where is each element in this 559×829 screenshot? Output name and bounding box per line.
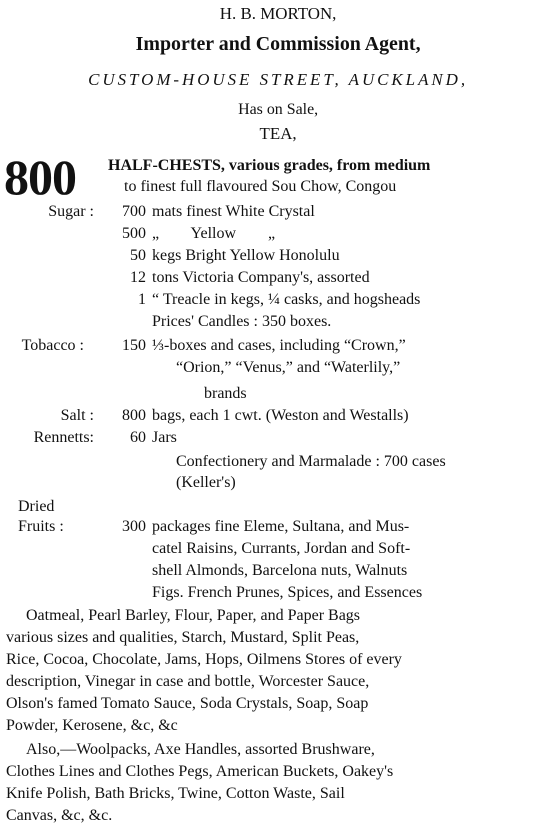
- dried-fruits-line-4: Figs. French Prunes, Spices, and Essences: [152, 584, 423, 601]
- merchant-title: Importer and Commission Agent,: [135, 33, 421, 55]
- oatmeal-line-1: Oatmeal, Pearl Barley, Flour, Paper, and Paper Bags: [26, 607, 361, 624]
- oatmeal-line-4: description, Vinegar in case and bottle, Worcester Sauce,: [6, 673, 370, 690]
- sugar-item-5: “ Treacle in kegs, ¼ casks, and hogsheads: [152, 291, 421, 308]
- tobacco-qty: 150: [122, 337, 146, 354]
- candles-line: Prices' Candles : 350 boxes.: [152, 313, 332, 330]
- tea-line-1: HALF-CHESTS, various grades, from medium: [108, 157, 431, 174]
- dried-fruits-line-3: shell Almonds, Barcelona nuts, Walnuts: [152, 562, 408, 579]
- dried-fruits-line-1: packages fine Eleme, Sultana, and Mus-: [152, 518, 410, 535]
- dried-fruits-label-2: Fruits :: [18, 518, 64, 535]
- sugar-label: Sugar :: [48, 203, 94, 220]
- tobacco-line-2: “Orion,” “Venus,” and “Waterlily,”: [176, 359, 401, 376]
- rennetts-text: Jars: [152, 429, 177, 446]
- dried-fruits-line-2: catel Raisins, Currants, Jordan and Soft-: [152, 540, 411, 557]
- dried-fruits-qty: 300: [122, 518, 146, 535]
- sugar-qty-1: 700: [122, 203, 146, 220]
- salt-label: Salt :: [60, 407, 94, 424]
- tea-line-2: to finest full flavoured Sou Chow, Congou: [124, 178, 397, 195]
- also-line-2: Clothes Lines and Clothes Pegs, American Buckets, Oakey's: [6, 763, 394, 780]
- rennetts-label: Rennetts:: [33, 429, 94, 446]
- rennetts-qty: 60: [130, 429, 146, 446]
- also-line-4: Canvas, &c, &c.: [6, 807, 113, 824]
- oatmeal-line-6: Powder, Kerosene, &c, &c: [6, 717, 178, 734]
- tobacco-label: Tobacco :: [21, 337, 84, 354]
- salt-qty: 800: [122, 407, 146, 424]
- on-sale-heading: Has on Sale,: [238, 101, 319, 118]
- tobacco-line-3: brands: [204, 385, 247, 402]
- oatmeal-line-5: Olson's famed Tomato Sauce, Soda Crystals, Soap, Soap: [6, 695, 369, 712]
- sugar-qty-5: 1: [138, 291, 146, 308]
- sugar-item-2: „ Yellow „: [152, 225, 276, 242]
- tea-quantity: 800: [4, 149, 76, 205]
- sugar-item-4: tons Victoria Company's, assorted: [152, 269, 370, 286]
- merchant-name: H. B. MORTON,: [219, 4, 337, 23]
- sugar-qty-3: 50: [130, 247, 146, 264]
- sugar-qty-2: 500: [122, 225, 146, 242]
- also-line-3: Knife Polish, Bath Bricks, Twine, Cotton Waste, Sail: [6, 785, 345, 802]
- also-line-1: Also,—Woolpacks, Axe Handles, assorted Brushware,: [26, 741, 375, 758]
- oatmeal-line-2: various sizes and qualities, Starch, Mustard, Split Peas,: [6, 629, 360, 646]
- dried-fruits-label-1: Dried: [18, 498, 55, 515]
- street-address: CUSTOM-HOUSE STREET, AUCKLAND,: [88, 70, 469, 89]
- sugar-qty-4: 12: [130, 269, 146, 286]
- salt-text: bags, each 1 cwt. (Weston and Westalls): [152, 407, 409, 424]
- tea-heading: TEA,: [259, 124, 297, 143]
- sugar-item-3: kegs Bright Yellow Honolulu: [152, 247, 340, 264]
- sugar-item-1: mats finest White Crystal: [152, 203, 315, 220]
- confectionery-line-2: (Keller's): [176, 474, 236, 491]
- oatmeal-line-3: Rice, Cocoa, Chocolate, Jams, Hops, Oilmens Stores of every: [6, 651, 402, 668]
- tobacco-line-1: ⅓-boxes and cases, including “Crown,”: [152, 337, 406, 354]
- confectionery-line-1: Confectionery and Marmalade : 700 cases: [176, 453, 446, 470]
